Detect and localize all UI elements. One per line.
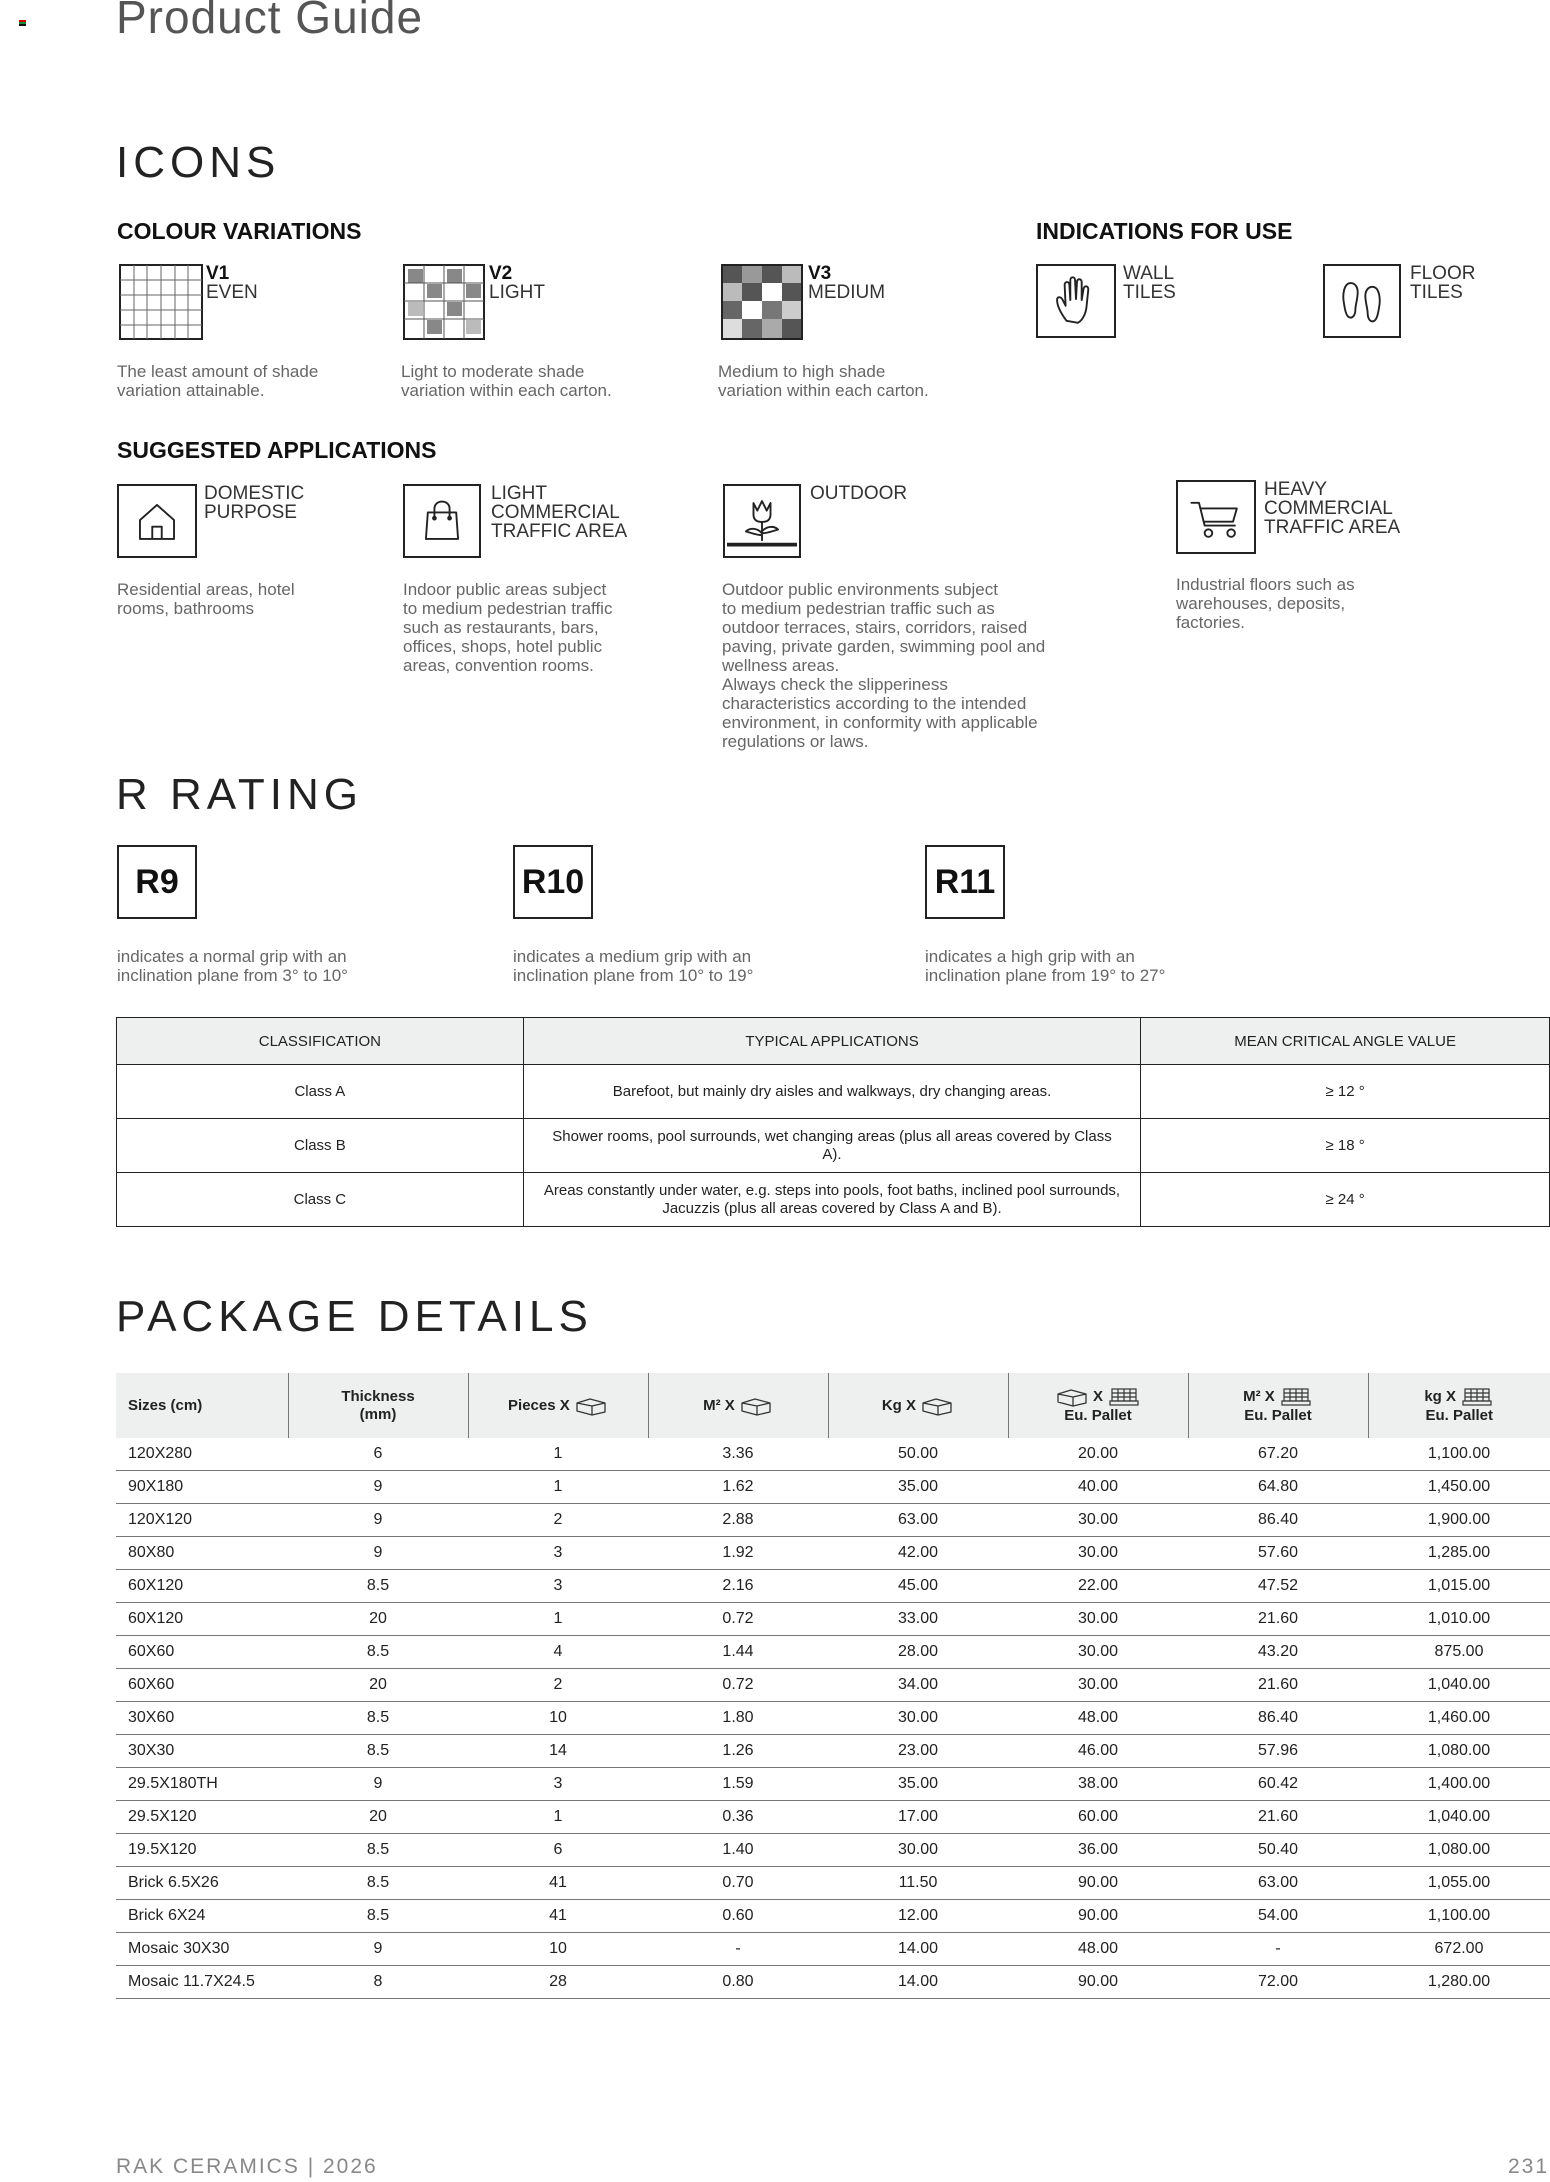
table-cell: 1,285.00: [1368, 1537, 1550, 1570]
box-icon: [920, 1396, 954, 1416]
table-cell: 36.00: [1008, 1834, 1188, 1867]
r9-badge: R9: [117, 845, 197, 919]
table-cell: 29.5X120: [116, 1801, 288, 1834]
table-cell: 28.00: [828, 1636, 1008, 1669]
table-cell: 20.00: [1008, 1438, 1188, 1471]
table-cell: 21.60: [1188, 1801, 1368, 1834]
table-cell: 60X120: [116, 1603, 288, 1636]
table-cell: 41: [468, 1900, 648, 1933]
table-cell: 1,010.00: [1368, 1603, 1550, 1636]
table-cell: 30X30: [116, 1735, 288, 1768]
table-cell: 57.96: [1188, 1735, 1368, 1768]
table-cell: 8.5: [288, 1735, 468, 1768]
table-cell: Shower rooms, pool surrounds, wet changing areas (plus all areas covered by Class A).: [523, 1119, 1141, 1173]
table-row: [116, 1735, 1550, 1768]
table-cell: 4: [468, 1636, 648, 1669]
table-cell: 63.00: [828, 1504, 1008, 1537]
table-row: [117, 1119, 1550, 1173]
m2-per-pallet-header: M² X Eu. Pallet: [1188, 1373, 1368, 1438]
table-cell: 9: [288, 1768, 468, 1801]
table-cell: 23.00: [828, 1735, 1008, 1768]
table-cell: 17.00: [828, 1801, 1008, 1834]
table-row: [116, 1900, 1550, 1933]
r10-description: indicates a medium grip with an inclination plane from 10° to 19°: [513, 947, 754, 985]
v1-label: [206, 264, 258, 302]
table-cell: 63.00: [1188, 1867, 1368, 1900]
table-cell: 86.40: [1188, 1702, 1368, 1735]
table-cell: 11.50: [828, 1867, 1008, 1900]
table-cell: 60X60: [116, 1669, 288, 1702]
table-cell: 3: [468, 1537, 648, 1570]
table-cell: 10: [468, 1702, 648, 1735]
table-row: [116, 1768, 1550, 1801]
table-row: [116, 1801, 1550, 1834]
r11-description: indicates a high grip with an inclination plane from 19° to 27°: [925, 947, 1166, 985]
classification-header: CLASSIFICATION: [117, 1018, 524, 1065]
flag-icon: [19, 20, 26, 26]
table-cell: 47.52: [1188, 1570, 1368, 1603]
v3-name: MEDIUM: [808, 282, 886, 303]
table-cell: 8: [288, 1966, 468, 1999]
table-cell: 1,460.00: [1368, 1702, 1550, 1735]
table-cell: 0.72: [648, 1603, 828, 1636]
table-cell: 45.00: [828, 1570, 1008, 1603]
table-cell: 672.00: [1368, 1933, 1550, 1966]
table-cell: 43.20: [1188, 1636, 1368, 1669]
table-cell: 30.00: [828, 1702, 1008, 1735]
table-cell: 1,040.00: [1368, 1669, 1550, 1702]
table-cell: Brick 6.5X26: [116, 1867, 288, 1900]
table-cell: -: [1188, 1933, 1368, 1966]
footer-brand: RAK CERAMICS | 2026: [116, 2155, 378, 2178]
table-cell: 38.00: [1008, 1768, 1188, 1801]
v3-description: Medium to high shade variation within each carton.: [718, 362, 929, 400]
table-cell: 72.00: [1188, 1966, 1368, 1999]
table-cell: 19.5X120: [116, 1834, 288, 1867]
table-cell: 3: [468, 1768, 648, 1801]
table-cell: 29.5X180TH: [116, 1768, 288, 1801]
table-cell: 90.00: [1008, 1900, 1188, 1933]
table-cell: Mosaic 30X30: [116, 1933, 288, 1966]
table-cell: 1,100.00: [1368, 1900, 1550, 1933]
table-cell: 1,080.00: [1368, 1735, 1550, 1768]
table-cell: 14.00: [828, 1966, 1008, 1999]
page-title: Product Guide: [116, 0, 424, 43]
v3-medium-icon: [721, 264, 803, 340]
package-details-heading: PACKAGE DETAILS: [116, 1292, 593, 1341]
kg-per-pallet-header: kg X Eu. Pallet: [1368, 1373, 1550, 1438]
table-cell: 21.60: [1188, 1669, 1368, 1702]
r9-description: indicates a normal grip with an inclination plane from 3° to 10°: [117, 947, 348, 985]
table-cell: 2: [468, 1504, 648, 1537]
classification-table: [116, 1017, 1550, 1227]
table-cell: 22.00: [1008, 1570, 1188, 1603]
table-cell: 1,015.00: [1368, 1570, 1550, 1603]
table-cell: 1,400.00: [1368, 1768, 1550, 1801]
table-cell: 1,100.00: [1368, 1438, 1550, 1471]
table-cell: 48.00: [1008, 1702, 1188, 1735]
table-row: [116, 1438, 1550, 1471]
table-cell: 30.00: [1008, 1636, 1188, 1669]
outdoor-description: Outdoor public environments subject to medium pedestrian traffic such as outdoor terraces, stairs, corridors, raised paving, private garden, swimming pool and wellness areas. Always check the slipperiness characteristics according to the intended environment, in conformity with applicable regulations or laws.: [722, 580, 1046, 751]
table-cell: Brick 6X24: [116, 1900, 288, 1933]
table-cell: 8.5: [288, 1867, 468, 1900]
table-cell: 1.80: [648, 1702, 828, 1735]
hand-icon: [1036, 264, 1116, 338]
table-cell: 1,900.00: [1368, 1504, 1550, 1537]
table-cell: 875.00: [1368, 1636, 1550, 1669]
heavy-commercial-label: HEAVY COMMERCIAL TRAFFIC AREA: [1264, 479, 1401, 538]
r11-badge: R11: [925, 845, 1005, 919]
v1-even-icon: [119, 264, 203, 340]
table-cell: 0.60: [648, 1900, 828, 1933]
table-cell: 2: [468, 1669, 648, 1702]
table-row: [116, 1669, 1550, 1702]
v2-description: Light to moderate shade variation within each carton.: [401, 362, 612, 400]
table-cell: 2.88: [648, 1504, 828, 1537]
table-cell: 3.36: [648, 1438, 828, 1471]
table-cell: 14: [468, 1735, 648, 1768]
table-cell: 57.60: [1188, 1537, 1368, 1570]
light-commercial-description: Indoor public areas subject to medium pedestrian traffic such as restaurants, bars, offices, shops, hotel public areas, convention rooms.: [403, 580, 613, 675]
table-cell: 30.00: [1008, 1669, 1188, 1702]
table-cell: Mosaic 11.7X24.5: [116, 1966, 288, 1999]
table-cell: 8.5: [288, 1834, 468, 1867]
v1-description: The least amount of shade variation attainable.: [117, 362, 319, 400]
wall-tiles-label: WALL TILES: [1123, 263, 1176, 303]
table-cell: 60X120: [116, 1570, 288, 1603]
table-cell: Class A: [117, 1065, 524, 1119]
table-cell: 1: [468, 1438, 648, 1471]
table-row: [116, 1636, 1550, 1669]
table-cell: 21.60: [1188, 1603, 1368, 1636]
table-cell: 10: [468, 1933, 648, 1966]
table-cell: 1,040.00: [1368, 1801, 1550, 1834]
table-cell: 90X180: [116, 1471, 288, 1504]
table-cell: 20: [288, 1603, 468, 1636]
table-cell: 41: [468, 1867, 648, 1900]
domestic-purpose-description: Residential areas, hotel rooms, bathrooms: [117, 580, 295, 618]
table-cell: 14.00: [828, 1933, 1008, 1966]
table-cell: 120X120: [116, 1504, 288, 1537]
sizes-header: Sizes (cm): [116, 1373, 288, 1438]
v2-name: LIGHT: [489, 282, 545, 303]
heavy-commercial-description: Industrial floors such as warehouses, deposits, factories.: [1176, 575, 1355, 632]
table-cell: 90.00: [1008, 1966, 1188, 1999]
table-cell: 1.92: [648, 1537, 828, 1570]
table-cell: ≥ 18 °: [1141, 1119, 1550, 1173]
v3-code: V3: [808, 263, 832, 284]
table-row: [116, 1570, 1550, 1603]
shopping-bag-icon: [403, 484, 481, 558]
pallet-icon: [1279, 1387, 1313, 1407]
pallet-icon: [1107, 1387, 1141, 1407]
table-cell: 64.80: [1188, 1471, 1368, 1504]
table-cell: 1.59: [648, 1768, 828, 1801]
table-cell: 8.5: [288, 1636, 468, 1669]
colour-variations-heading: COLOUR VARIATIONS: [117, 218, 362, 244]
kg-per-box-header: Kg X: [828, 1373, 1008, 1438]
table-cell: Class C: [117, 1173, 524, 1227]
table-row: [116, 1966, 1550, 1999]
table-cell: ≥ 12 °: [1141, 1065, 1550, 1119]
table-cell: 1.40: [648, 1834, 828, 1867]
table-row: [116, 1504, 1550, 1537]
table-row: [116, 1933, 1550, 1966]
table-row: [117, 1065, 1550, 1119]
table-cell: 35.00: [828, 1768, 1008, 1801]
table-cell: 0.70: [648, 1867, 828, 1900]
table-cell: 0.72: [648, 1669, 828, 1702]
table-cell: 48.00: [1008, 1933, 1188, 1966]
table-cell: 8.5: [288, 1570, 468, 1603]
table-cell: 12.00: [828, 1900, 1008, 1933]
cart-icon: [1176, 480, 1256, 554]
package-table-body: [116, 1438, 1550, 1999]
table-row: [116, 1537, 1550, 1570]
table-cell: 1: [468, 1603, 648, 1636]
indications-for-use-heading: INDICATIONS FOR USE: [1036, 218, 1293, 244]
v2-label: [489, 264, 545, 302]
icons-heading: ICONS: [116, 138, 281, 187]
box-icon: [739, 1396, 773, 1416]
table-cell: 50.40: [1188, 1834, 1368, 1867]
table-cell: 9: [288, 1933, 468, 1966]
table-cell: 34.00: [828, 1669, 1008, 1702]
table-cell: 54.00: [1188, 1900, 1368, 1933]
table-cell: Barefoot, but mainly dry aisles and walkways, dry changing areas.: [523, 1065, 1141, 1119]
house-icon: [117, 484, 197, 558]
table-cell: 1: [468, 1471, 648, 1504]
table-cell: 0.80: [648, 1966, 828, 1999]
table-cell: 1,450.00: [1368, 1471, 1550, 1504]
box-icon: [574, 1396, 608, 1416]
box-icon: [1055, 1387, 1089, 1407]
table-row: [116, 1603, 1550, 1636]
table-cell: 30.00: [1008, 1537, 1188, 1570]
table-cell: 90.00: [1008, 1867, 1188, 1900]
table-cell: 2.16: [648, 1570, 828, 1603]
table-cell: 1,055.00: [1368, 1867, 1550, 1900]
v3-label: [808, 264, 885, 302]
package-header-row: [116, 1373, 1550, 1438]
table-cell: 9: [288, 1537, 468, 1570]
table-cell: 30X60: [116, 1702, 288, 1735]
table-row: [116, 1867, 1550, 1900]
table-cell: 120X280: [116, 1438, 288, 1471]
table-cell: Class B: [117, 1119, 524, 1173]
v2-light-icon: [403, 264, 485, 340]
table-cell: 28: [468, 1966, 648, 1999]
r-rating-heading: R RATING: [116, 770, 363, 819]
table-cell: 30.00: [1008, 1504, 1188, 1537]
table-cell: 35.00: [828, 1471, 1008, 1504]
pieces-per-box-header: Pieces X: [468, 1373, 648, 1438]
table-row: [116, 1471, 1550, 1504]
critical-angle-header: MEAN CRITICAL ANGLE VALUE: [1141, 1018, 1550, 1065]
pallet-icon: [1460, 1387, 1494, 1407]
table-row: [116, 1702, 1550, 1735]
table-cell: 1: [468, 1801, 648, 1834]
r10-badge: R10: [513, 845, 593, 919]
thickness-header: Thickness (mm): [288, 1373, 468, 1438]
typical-applications-header: TYPICAL APPLICATIONS: [523, 1018, 1141, 1065]
suggested-applications-heading: SUGGESTED APPLICATIONS: [117, 437, 437, 463]
v1-name: EVEN: [206, 282, 258, 303]
m2-per-box-header: M² X: [648, 1373, 828, 1438]
table-cell: 80X80: [116, 1537, 288, 1570]
table-cell: 9: [288, 1471, 468, 1504]
table-cell: 60.00: [1008, 1801, 1188, 1834]
table-cell: -: [648, 1933, 828, 1966]
floor-tiles-label: FLOOR TILES: [1410, 263, 1476, 303]
table-cell: 42.00: [828, 1537, 1008, 1570]
classification-header-row: [117, 1018, 1550, 1065]
v2-code: V2: [489, 263, 513, 284]
table-cell: 50.00: [828, 1438, 1008, 1471]
table-cell: 46.00: [1008, 1735, 1188, 1768]
table-cell: 6: [288, 1438, 468, 1471]
table-row: [117, 1173, 1550, 1227]
table-cell: 60X60: [116, 1636, 288, 1669]
table-cell: 60.42: [1188, 1768, 1368, 1801]
v1-code: V1: [206, 263, 230, 284]
table-cell: 6: [468, 1834, 648, 1867]
flower-icon: [723, 484, 801, 558]
footprints-icon: [1323, 264, 1401, 338]
table-cell: 30.00: [1008, 1603, 1188, 1636]
table-cell: 8.5: [288, 1702, 468, 1735]
table-cell: 33.00: [828, 1603, 1008, 1636]
domestic-purpose-label: DOMESTIC PURPOSE: [204, 483, 305, 523]
table-cell: 1,080.00: [1368, 1834, 1550, 1867]
boxes-per-pallet-header: X Eu. Pallet: [1008, 1373, 1188, 1438]
table-cell: 8.5: [288, 1900, 468, 1933]
table-cell: 0.36: [648, 1801, 828, 1834]
table-cell: ≥ 24 °: [1141, 1173, 1550, 1227]
table-cell: 20: [288, 1669, 468, 1702]
table-cell: 30.00: [828, 1834, 1008, 1867]
table-cell: 40.00: [1008, 1471, 1188, 1504]
table-cell: 1.44: [648, 1636, 828, 1669]
table-cell: Areas constantly under water, e.g. steps into pools, foot baths, inclined pool surrounds, Jacuzzis (plus all areas covered by Class A and B).: [523, 1173, 1141, 1227]
light-commercial-label: LIGHT COMMERCIAL TRAFFIC AREA: [491, 483, 628, 542]
outdoor-label: OUTDOOR: [810, 483, 908, 504]
table-cell: 9: [288, 1504, 468, 1537]
table-cell: 3: [468, 1570, 648, 1603]
table-cell: 67.20: [1188, 1438, 1368, 1471]
page-number: 231: [1508, 2155, 1550, 2178]
table-cell: 1.62: [648, 1471, 828, 1504]
table-cell: 86.40: [1188, 1504, 1368, 1537]
table-cell: 1.26: [648, 1735, 828, 1768]
table-row: [116, 1834, 1550, 1867]
table-cell: 1,280.00: [1368, 1966, 1550, 1999]
package-details-table: [116, 1373, 1550, 1999]
table-cell: 20: [288, 1801, 468, 1834]
